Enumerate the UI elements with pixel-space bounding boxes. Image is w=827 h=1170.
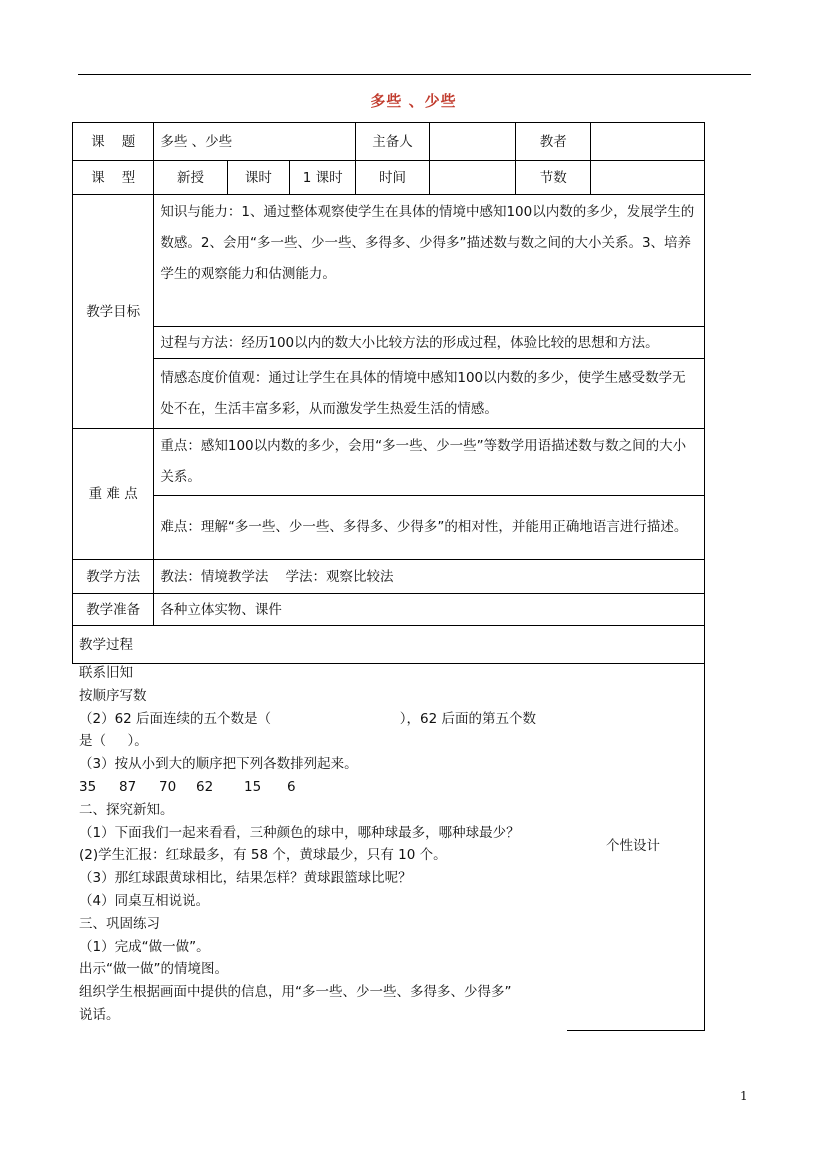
process-bottom-rule <box>567 1030 705 1031</box>
process-right-border <box>704 660 705 1031</box>
hours-value: 1 课时 <box>290 161 356 195</box>
teacher-value <box>591 123 705 161</box>
goal-process: 过程与方法：经历100以内的数大小比较方法的形成过程，体验比较的思想和方法。 <box>154 327 705 359</box>
key-point: 重点：感知100以内数的多少，会用“多一些、少一些”等数学用语描述数与数之间的大小关系。 <box>160 438 687 485</box>
process-line: 联系旧知 <box>79 665 133 681</box>
process-line: （2）62 后面连续的五个数是（ ），62 后面的第五个数 <box>79 710 537 727</box>
label-process: 教学过程 <box>73 626 705 664</box>
row-process-label <box>73 626 705 664</box>
number-item: 70 <box>159 778 177 795</box>
preparer-value <box>429 123 515 161</box>
row-type <box>73 161 705 195</box>
type-value: 新授 <box>154 161 227 195</box>
row-method <box>73 560 705 594</box>
method-value: 教法：情境教学法 学法：观察比较法 <box>154 560 705 594</box>
lesson-plan-table <box>72 122 705 664</box>
row-difficult <box>73 496 705 560</box>
process-line: 二、探究新知。 <box>79 801 174 818</box>
personal-design-label: 个性设计 <box>606 838 660 854</box>
row-prep <box>73 594 705 626</box>
label-topic: 课 题 <box>73 123 154 161</box>
process-line: 组织学生根据画面中提供的信息，用“多一些、少一些、多得多、少得多” <box>79 984 512 1001</box>
process-line: （3）按从小到大的顺序把下列各数排列起来。 <box>79 756 358 773</box>
process-line: 是（ ）。 <box>79 733 148 750</box>
label-prep: 教学准备 <box>73 594 154 626</box>
teaching-process <box>79 662 569 1027</box>
difficult-point-cell <box>154 496 705 560</box>
time-value <box>429 161 515 195</box>
topic-value: 多些 、少些 <box>154 123 356 161</box>
process-line: 说话。 <box>79 1006 120 1023</box>
label-preparer: 主备人 <box>356 123 429 161</box>
label-goals: 教学目标 <box>73 195 154 429</box>
label-type: 课 型 <box>73 161 154 195</box>
page-title: 多些 、少些 <box>370 92 457 110</box>
label-time: 时间 <box>356 161 429 195</box>
label-keypoints: 重 难 点 <box>73 429 154 560</box>
section-value <box>591 161 705 195</box>
label-method: 教学方法 <box>73 560 154 594</box>
header-rule <box>78 74 751 75</box>
label-teacher: 教者 <box>516 123 591 161</box>
process-line: 出示“做一做”的情境图。 <box>79 961 228 978</box>
row-topic <box>73 123 705 161</box>
label-section: 节数 <box>516 161 591 195</box>
prep-value: 各种立体实物、课件 <box>154 594 705 626</box>
label-hours: 课时 <box>227 161 289 195</box>
process-line: (2)学生汇报：红球最多，有 58 个，黄球最少，只有 10 个。 <box>79 847 447 864</box>
row-goals-knowledge <box>73 195 705 327</box>
process-line: （1）下面我们一起来看看，三种颜色的球中，哪种球最多，哪种球最少？ <box>79 824 520 841</box>
process-line: 按顺序写数 <box>79 687 147 704</box>
number-item: 62 <box>196 778 214 795</box>
process-line: （3）那红球跟黄球相比，结果怎样？黄球跟篮球比呢？ <box>79 870 412 887</box>
row-keypoint <box>73 429 705 496</box>
number-item: 87 <box>119 778 137 795</box>
difficult-point: 难点：理解“多一些、少一些、多得多、少得多”的相对性，并能用正确地语言进行描述。 <box>160 519 688 535</box>
process-line: （1）完成“做一做”。 <box>79 938 210 955</box>
row-goals-process <box>73 327 705 359</box>
goal-knowledge: 知识与能力：1、通过整体观察使学生在具体的情境中感知100以内数的多少，发展学生的数感。2、会用“多一些、少一些、多得多、少得多”描述数与数之间的大小关系。3、培养学生的观察能力和估测能力。 <box>160 204 695 282</box>
number-item: 6 <box>287 778 296 795</box>
number-list <box>79 776 569 799</box>
page-number: 1 <box>740 1089 748 1103</box>
row-goals-emotion <box>73 359 705 429</box>
goal-emotion: 情感态度价值观：通过让学生在具体的情境中感知100以内数的多少，使学生感受数学无处不在，生活丰富多彩，从而激发学生热爱生活的情感。 <box>160 369 686 417</box>
key-point-cell <box>154 429 705 496</box>
goal-emotion-cell <box>154 359 705 429</box>
process-line: （4）同桌互相说说。 <box>79 892 210 909</box>
number-item: 35 <box>79 778 97 795</box>
goal-knowledge-cell <box>154 195 705 327</box>
number-item: 15 <box>244 778 262 795</box>
process-line: 三、巩固练习 <box>79 915 160 932</box>
